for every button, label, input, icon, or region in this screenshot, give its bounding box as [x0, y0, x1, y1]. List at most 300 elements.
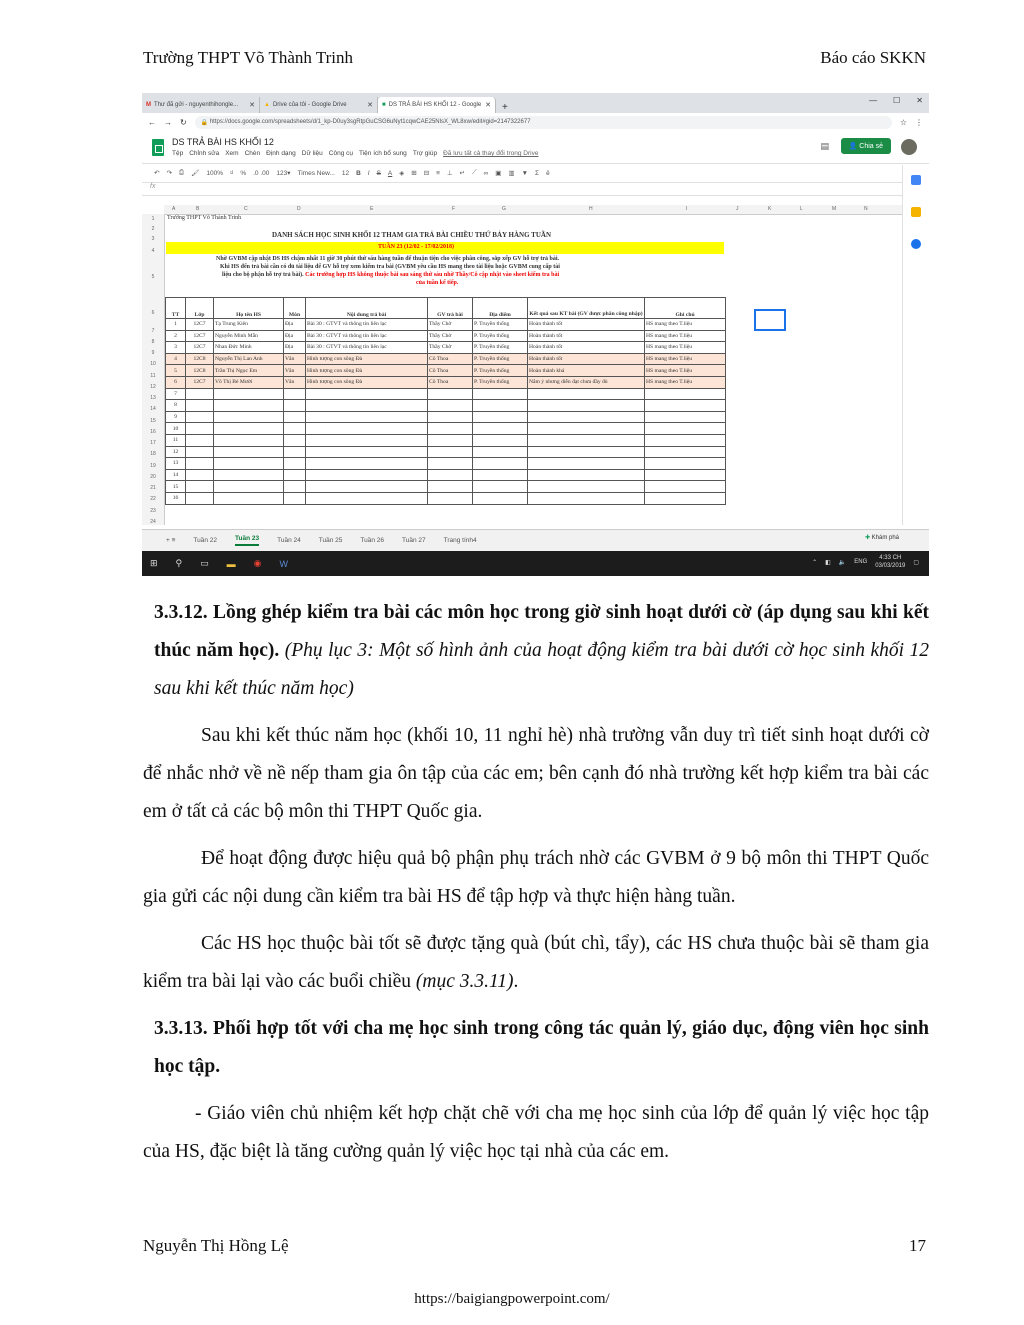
menu-format[interactable]: Định dạng: [266, 150, 296, 157]
table-cell[interactable]: [528, 458, 645, 470]
sheets-icon: ■: [382, 102, 386, 108]
row-header[interactable]: 2: [151, 226, 155, 232]
search-icon[interactable]: ⚲: [175, 558, 183, 568]
table-cell[interactable]: [645, 434, 726, 446]
col-header[interactable]: B: [196, 206, 200, 212]
row-header[interactable]: 10: [150, 361, 156, 367]
table-cell[interactable]: Hoàn thành khá: [528, 365, 645, 377]
table-cell[interactable]: 3: [166, 342, 186, 354]
table-cell[interactable]: [473, 492, 528, 504]
section-ref: (mục 3.3.11): [415, 971, 514, 992]
table-cell[interactable]: [186, 481, 214, 493]
table-cell[interactable]: [473, 446, 528, 458]
merge-icon[interactable]: ⊟: [423, 170, 430, 177]
menu-icon[interactable]: ⋮: [915, 117, 923, 127]
sheet-tab-active[interactable]: Tuần 23: [235, 535, 259, 546]
table-cell[interactable]: [528, 400, 645, 412]
table-cell[interactable]: 8: [166, 400, 186, 412]
table-cell[interactable]: 16: [166, 492, 186, 504]
table-cell[interactable]: Bài 30 : GTVT và thông tin liên lạc: [306, 342, 428, 354]
borders-icon[interactable]: ⊞: [411, 170, 417, 177]
table-cell[interactable]: [214, 469, 284, 481]
menu-addons[interactable]: Tiện ích bổ sung: [358, 150, 407, 157]
table-cell[interactable]: Cô Thoa: [428, 353, 473, 365]
valign-icon[interactable]: ⊥: [446, 170, 453, 177]
row-header[interactable]: 5: [151, 274, 155, 280]
table-cell[interactable]: P. Truyền thống: [473, 365, 528, 377]
menu-help[interactable]: Trợ giúp: [412, 150, 438, 157]
table-cell[interactable]: Nguyễn Thị Lan Anh: [214, 353, 284, 365]
side-panel: [902, 165, 929, 525]
table-cell[interactable]: [214, 388, 284, 400]
new-tab-icon[interactable]: +: [502, 102, 508, 113]
table-cell[interactable]: 9: [166, 411, 186, 423]
avatar[interactable]: [901, 139, 917, 155]
table-cell[interactable]: 4: [166, 353, 186, 365]
sheets-logo-icon[interactable]: [152, 139, 164, 156]
decimal-icon[interactable]: .0 .00: [253, 169, 270, 177]
comment-icon[interactable]: ▤: [820, 141, 829, 151]
table-cell[interactable]: [284, 492, 306, 504]
table-cell[interactable]: [428, 400, 473, 412]
keep-icon[interactable]: [911, 207, 921, 217]
sheet-tab[interactable]: Tuần 25: [318, 537, 343, 544]
windows-start-icon[interactable]: ⊞: [150, 558, 158, 568]
wrap-icon[interactable]: ↵: [459, 170, 466, 177]
task-view-icon[interactable]: ▭: [200, 558, 209, 568]
row-header[interactable]: 13: [150, 395, 156, 401]
table-cell[interactable]: [645, 481, 726, 493]
table-cell[interactable]: [528, 492, 645, 504]
paragraph-4: - Giáo viên chủ nhiệm kết hợp chặt chẽ với cha mẹ học sinh của lớp để quản lý việc học tập của HS, đặc biệt là tăng cường quản lý việc học tại nhà của các em.: [143, 1103, 929, 1162]
table-cell[interactable]: [214, 458, 284, 470]
table-cell[interactable]: HS mang theo T.liệu: [645, 319, 726, 331]
table-cell[interactable]: [186, 446, 214, 458]
sheet-tab[interactable]: Tuần 24: [277, 537, 301, 544]
table-cell[interactable]: [284, 388, 306, 400]
drive-icon: ▲: [264, 102, 270, 108]
minimize-icon[interactable]: —: [869, 96, 878, 105]
close-icon[interactable]: ✕: [367, 102, 373, 109]
table-cell[interactable]: [214, 481, 284, 493]
th-subject: Môn: [284, 298, 306, 319]
table-cell[interactable]: [473, 388, 528, 400]
table-cell[interactable]: HS mang theo T.liệu: [645, 353, 726, 365]
table-cell[interactable]: Võ Thị Bé Mười: [214, 376, 284, 388]
reload-icon[interactable]: ↻: [180, 117, 187, 127]
section-title: 3.3.12. Lồng ghép kiểm tra bài các môn học trong giờ sinh hoạt dưới cờ (áp dụng sau khi kết thúc năm học).: [154, 602, 929, 661]
row-header[interactable]: 1: [151, 216, 155, 222]
sheet-tab[interactable]: Tuần 22: [193, 537, 218, 544]
font-select[interactable]: Times New...: [297, 169, 335, 177]
table-cell[interactable]: 13: [166, 458, 186, 470]
table-cell[interactable]: Địa: [284, 330, 306, 342]
table-cell[interactable]: [528, 434, 645, 446]
table-cell[interactable]: [284, 446, 306, 458]
table-cell[interactable]: [284, 411, 306, 423]
table-row: [166, 365, 726, 377]
col-header[interactable]: I: [686, 206, 688, 212]
print-icon[interactable]: ⎙: [178, 169, 185, 176]
table-cell[interactable]: Hoàn thành tốt: [528, 353, 645, 365]
page-number: 17: [909, 1236, 926, 1255]
font-size-select[interactable]: 12: [341, 169, 350, 177]
table-cell[interactable]: [306, 434, 428, 446]
col-header[interactable]: G: [502, 206, 506, 212]
table-cell[interactable]: [214, 446, 284, 458]
table-cell[interactable]: [528, 411, 645, 423]
share-button[interactable]: 👤 Chia sẻ: [841, 138, 891, 154]
table-row: [166, 423, 726, 435]
table-cell[interactable]: Văn: [284, 376, 306, 388]
table-cell[interactable]: HS mang theo T.liệu: [645, 330, 726, 342]
star-icon[interactable]: ☆: [899, 117, 907, 127]
table-cell[interactable]: [428, 481, 473, 493]
table-cell[interactable]: [473, 400, 528, 412]
table-cell[interactable]: Nhan Đức Minh: [214, 342, 284, 354]
paragraph-1: Sau khi kết thúc năm học (khối 10, 11 nghỉ hè) nhà trường vẫn duy trì tiết sinh hoạt dưới cờ để nhắc nhở về nề nếp tham gia ôn tập của các em; bên cạnh đó nhà trường kết hợp kiểm tra bài các em ở tất cả các bộ môn thi THPT Quốc gia.: [143, 725, 929, 822]
windows-taskbar: [142, 551, 929, 576]
fill-color-icon[interactable]: ◈: [399, 170, 405, 177]
table-cell[interactable]: [428, 458, 473, 470]
browser-tab-drive[interactable]: ▲ Drive của tôi - Google Drive ✕: [260, 97, 378, 113]
table-cell[interactable]: [186, 388, 214, 400]
table-cell[interactable]: [186, 469, 214, 481]
row-header[interactable]: 9: [151, 350, 155, 356]
browser-tab-sheets[interactable]: ■ DS TRẢ BÀI HS KHỐI 12 - Google ✕: [378, 97, 496, 113]
table-cell[interactable]: 6: [166, 376, 186, 388]
table-cell[interactable]: 12C8: [186, 353, 214, 365]
row-header[interactable]: 20: [150, 474, 156, 480]
explore-button[interactable]: ✚ Khám phá: [864, 535, 899, 541]
table-cell[interactable]: 11: [166, 434, 186, 446]
chrome-icon[interactable]: ◉: [253, 558, 262, 568]
doc-title[interactable]: DS TRẢ BÀI HS KHỐI 12: [172, 137, 274, 147]
row-header[interactable]: 19: [150, 463, 156, 469]
student-table: [165, 297, 726, 505]
sheet-tab[interactable]: Trang tính4: [443, 537, 477, 544]
row-header[interactable]: 11: [150, 373, 156, 379]
col-header[interactable]: L: [800, 206, 803, 212]
table-cell[interactable]: [645, 458, 726, 470]
col-header[interactable]: H: [589, 206, 593, 212]
cell-note-1[interactable]: Nhờ GVBM cập nhật DS HS chậm nhất 11 giờ 30 phút thứ sáu hàng tuần để thuận tiện cho việc phân công, sắp xếp GV hỗ trợ trả bài.: [216, 256, 560, 262]
table-cell[interactable]: [428, 388, 473, 400]
table-cell[interactable]: HS mang theo T.liệu: [645, 376, 726, 388]
table-cell[interactable]: Văn: [284, 353, 306, 365]
word-icon[interactable]: W: [279, 558, 289, 569]
percent-icon[interactable]: %: [240, 169, 247, 177]
table-cell[interactable]: [186, 434, 214, 446]
network-icon[interactable]: ◧: [825, 559, 831, 566]
row-header[interactable]: 6: [151, 310, 155, 316]
table-cell[interactable]: [428, 434, 473, 446]
table-cell[interactable]: 5: [166, 365, 186, 377]
table-cell[interactable]: [645, 388, 726, 400]
row-header[interactable]: 15: [150, 418, 156, 424]
table-cell[interactable]: [473, 423, 528, 435]
table-cell[interactable]: 1: [166, 319, 186, 331]
menu-data[interactable]: Dữ liệu: [301, 150, 323, 157]
table-cell[interactable]: 12C7: [186, 376, 214, 388]
table-cell[interactable]: [645, 446, 726, 458]
table-cell[interactable]: 12C7: [186, 319, 214, 331]
table-cell[interactable]: Hoàn thành tốt: [528, 342, 645, 354]
table-row: [166, 376, 726, 388]
row-header[interactable]: 24: [150, 519, 156, 525]
table-cell[interactable]: 12C8: [186, 365, 214, 377]
table-cell[interactable]: [428, 492, 473, 504]
table-cell[interactable]: Tạ Trung Kiên: [214, 319, 284, 331]
table-cell[interactable]: [428, 411, 473, 423]
chart-icon[interactable]: ▥: [508, 170, 515, 177]
row-header[interactable]: 7: [151, 328, 155, 334]
table-cell[interactable]: P. Truyền thống: [473, 330, 528, 342]
calendar-icon[interactable]: [911, 175, 921, 185]
row-header[interactable]: 12: [150, 384, 156, 390]
col-header[interactable]: E: [370, 206, 374, 212]
col-header[interactable]: D: [297, 206, 301, 212]
table-cell[interactable]: Bài 30 : GTVT và thông tin liên lạc: [306, 319, 428, 331]
table-cell[interactable]: [473, 434, 528, 446]
language-indicator[interactable]: ENG: [854, 559, 868, 565]
table-cell[interactable]: 15: [166, 481, 186, 493]
strike-icon[interactable]: S: [376, 169, 381, 177]
col-header[interactable]: C: [244, 206, 248, 212]
row-header[interactable]: 16: [150, 429, 156, 435]
col-header[interactable]: M: [832, 206, 837, 212]
table-cell[interactable]: [284, 400, 306, 412]
table-cell[interactable]: [186, 492, 214, 504]
table-cell[interactable]: [186, 423, 214, 435]
volume-icon[interactable]: 🔈: [838, 559, 847, 566]
comment-add-icon[interactable]: ▣: [495, 170, 502, 177]
chevron-up-icon[interactable]: ⌃: [812, 559, 818, 566]
table-cell[interactable]: [214, 400, 284, 412]
table-cell[interactable]: [428, 469, 473, 481]
add-sheet-icon[interactable]: + ≡: [166, 537, 176, 544]
table-cell[interactable]: [645, 492, 726, 504]
table-cell[interactable]: [214, 492, 284, 504]
url-field[interactable]: 🔒 https://docs.google.com/spreadsheets/d/1_kp-D0uy3sgRtpGuCSG6uNyt1cqwCAE25NlsX_WL8xw/edit#gid=2147322677: [195, 116, 892, 129]
table-cell[interactable]: [528, 446, 645, 458]
filter-icon[interactable]: ▼: [521, 169, 529, 177]
table-cell[interactable]: [284, 469, 306, 481]
notification-icon[interactable]: ▢: [913, 559, 919, 566]
zoom-select[interactable]: 100%: [206, 169, 223, 177]
table-cell[interactable]: [473, 469, 528, 481]
table-cell[interactable]: [528, 469, 645, 481]
number-format-icon[interactable]: 123▾: [276, 170, 291, 177]
currency-icon[interactable]: ₫: [230, 169, 234, 177]
column-headers: [164, 205, 902, 215]
table-cell[interactable]: [473, 458, 528, 470]
formula-bar[interactable]: [142, 183, 929, 196]
row-header[interactable]: 23: [150, 508, 156, 514]
col-header[interactable]: N: [864, 206, 868, 212]
paint-format-icon[interactable]: 🖌: [191, 170, 200, 177]
italic-icon[interactable]: I: [367, 169, 370, 177]
table-cell[interactable]: [186, 400, 214, 412]
table-cell[interactable]: Cô Thoa: [428, 365, 473, 377]
selected-cell[interactable]: [754, 309, 786, 331]
saved-status[interactable]: Đã lưu tất cả thay đổi trong Drive: [443, 150, 539, 157]
table-cell[interactable]: [306, 423, 428, 435]
browser-tab-gmail[interactable]: M Thư đã gửi - nguyenthihongle... ✕: [142, 97, 260, 113]
cell-note-4[interactable]: của tuần kế tiếp.: [416, 280, 459, 286]
table-cell[interactable]: HS mang theo T.liệu: [645, 365, 726, 377]
table-cell[interactable]: P. Truyền thống: [473, 376, 528, 388]
table-cell[interactable]: [528, 481, 645, 493]
spreadsheet-screenshot: [142, 93, 929, 576]
table-cell[interactable]: [284, 434, 306, 446]
menu-file[interactable]: Tệp: [172, 150, 184, 157]
cell-note-3[interactable]: liệu cho bộ phận hỗ trợ trả bài). Các trường hợp HS không thuộc bài sau sáng thứ sáu nhờ Thầy/Cô cập nhật vào sheet kiểm tra bài: [222, 272, 560, 278]
table-cell[interactable]: [284, 423, 306, 435]
table-cell[interactable]: Nắm ý nhưng diễn đạt chưa đầy đủ: [528, 376, 645, 388]
row-header[interactable]: 18: [150, 451, 156, 457]
row-header[interactable]: 4: [151, 248, 155, 254]
tasks-icon[interactable]: [911, 239, 921, 249]
functions-icon[interactable]: Σ: [535, 169, 540, 177]
forward-icon[interactable]: →: [164, 117, 172, 127]
table-cell[interactable]: P. Truyền thống: [473, 342, 528, 354]
table-row: [166, 319, 726, 331]
sheet-tab[interactable]: Tuần 27: [402, 537, 426, 544]
table-cell[interactable]: [284, 481, 306, 493]
table-cell[interactable]: Thầy Chờ: [428, 342, 473, 354]
col-header[interactable]: J: [736, 206, 739, 212]
table-cell[interactable]: Thầy Chờ: [428, 319, 473, 331]
cell-sheet-title[interactable]: DANH SÁCH HỌC SINH KHỐI 12 THAM GIA TRẢ BÀI CHIỀU THỨ BẢY HÀNG TUẦN: [272, 231, 552, 239]
close-icon[interactable]: ✕: [249, 102, 255, 109]
table-cell[interactable]: P. Truyền thống: [473, 353, 528, 365]
table-cell[interactable]: [428, 446, 473, 458]
table-cell[interactable]: 14: [166, 469, 186, 481]
file-explorer-icon[interactable]: ▬: [226, 558, 236, 569]
sheet-tabs: [142, 529, 929, 551]
table-cell[interactable]: Hình tượng con sông Đà: [306, 353, 428, 365]
table-cell[interactable]: 2: [166, 330, 186, 342]
col-header[interactable]: F: [452, 206, 456, 212]
row-header[interactable]: 22: [150, 496, 156, 502]
redo-icon[interactable]: ↷: [166, 170, 172, 177]
th-class: Lớp: [186, 298, 214, 319]
table-cell[interactable]: P. Truyền thống: [473, 319, 528, 331]
text-color-icon[interactable]: A: [387, 169, 393, 177]
table-cell[interactable]: [306, 469, 428, 481]
table-cell[interactable]: Hoàn thành tốt: [528, 330, 645, 342]
table-cell[interactable]: [306, 446, 428, 458]
table-cell[interactable]: Địa: [284, 319, 306, 331]
th-place: Địa điểm: [473, 298, 528, 319]
link-icon[interactable]: ∞: [483, 169, 489, 177]
table-cell[interactable]: 12: [166, 446, 186, 458]
table-cell[interactable]: [186, 458, 214, 470]
row-header[interactable]: 21: [150, 485, 156, 491]
table-cell[interactable]: [306, 481, 428, 493]
table-cell[interactable]: [214, 434, 284, 446]
menu-edit[interactable]: Chỉnh sửa: [189, 150, 220, 157]
close-icon[interactable]: ✕: [485, 102, 491, 109]
table-cell[interactable]: [306, 388, 428, 400]
col-header[interactable]: A: [172, 206, 176, 212]
table-cell[interactable]: [473, 481, 528, 493]
input-tools-icon[interactable]: ê: [546, 169, 550, 177]
table-cell[interactable]: [306, 411, 428, 423]
table-cell[interactable]: 12C7: [186, 330, 214, 342]
gmail-icon: M: [146, 102, 151, 108]
table-cell[interactable]: [214, 423, 284, 435]
table-cell[interactable]: Hoàn thành tốt: [528, 319, 645, 331]
table-cell[interactable]: [306, 400, 428, 412]
table-cell[interactable]: Văn: [284, 365, 306, 377]
row-header[interactable]: 14: [150, 406, 156, 412]
footer-url[interactable]: https://baigiangpowerpoint.com/: [414, 1291, 610, 1307]
table-cell[interactable]: [284, 458, 306, 470]
align-icon[interactable]: ≡: [436, 169, 440, 177]
table-cell[interactable]: [428, 423, 473, 435]
table-cell[interactable]: [306, 492, 428, 504]
clock[interactable]: 4:33 CH 03/03/2019: [875, 555, 906, 569]
table-cell[interactable]: Bài 30 : GTVT và thông tin liên lạc: [306, 330, 428, 342]
menu-view[interactable]: Xem: [225, 150, 239, 157]
undo-icon[interactable]: ↶: [154, 170, 160, 177]
table-cell[interactable]: [186, 411, 214, 423]
window-close-icon[interactable]: ✕: [916, 96, 923, 105]
table-cell[interactable]: 7: [166, 388, 186, 400]
table-cell[interactable]: [645, 469, 726, 481]
table-cell[interactable]: [528, 388, 645, 400]
menu-tools[interactable]: Công cụ: [328, 150, 353, 157]
table-cell[interactable]: 12C7: [186, 342, 214, 354]
cell-note-2[interactable]: Khi HS đến trả bài cần có đủ tài liệu để GV hỗ trợ xem kiểm tra bài (GVBM yêu cầu HS mang theo tài liệu hoặc GVBM cung cấp tài: [220, 264, 560, 270]
maximize-icon[interactable]: ☐: [893, 96, 901, 105]
cell-school-name[interactable]: Trường THPT Võ Thành Trinh: [167, 215, 242, 221]
explore-icon: ✚: [864, 535, 872, 541]
table-cell[interactable]: [306, 458, 428, 470]
back-icon[interactable]: ←: [148, 117, 156, 127]
table-cell[interactable]: Hình tượng con sông Đà: [306, 365, 428, 377]
cell-week[interactable]: TUẦN 23 (12/02 - 17/02/2018): [378, 244, 454, 250]
table-cell[interactable]: [645, 423, 726, 435]
row-header[interactable]: 3: [151, 236, 155, 242]
table-cell[interactable]: [214, 411, 284, 423]
table-cell[interactable]: [645, 400, 726, 412]
rotate-icon[interactable]: ⟋: [472, 169, 477, 176]
row-header[interactable]: 17: [150, 440, 156, 446]
table-cell[interactable]: Cô Thoa: [428, 376, 473, 388]
section-note: (Phụ lục 3: Một số hình ảnh của hoạt động kiểm tra bài dưới cờ học sinh khối 12 sau khi kết thúc năm học): [154, 640, 930, 699]
menu-insert[interactable]: Chèn: [244, 150, 261, 157]
table-cell[interactable]: 10: [166, 423, 186, 435]
bold-icon[interactable]: B: [356, 169, 361, 177]
table-cell[interactable]: HS mang theo T.liệu: [645, 342, 726, 354]
sheet-tab[interactable]: Tuần 26: [360, 537, 384, 544]
table-cell[interactable]: Địa: [284, 342, 306, 354]
table-cell[interactable]: [645, 411, 726, 423]
th-note: Ghi chú: [645, 298, 726, 319]
table-cell[interactable]: Nguyễn Minh Mẫn: [214, 330, 284, 342]
table-cell[interactable]: Hình tượng con sông Đà: [306, 376, 428, 388]
table-cell[interactable]: [473, 411, 528, 423]
table-cell[interactable]: [528, 423, 645, 435]
table-cell[interactable]: Trần Thị Ngọc Em: [214, 365, 284, 377]
col-header[interactable]: K: [768, 206, 772, 212]
table-cell[interactable]: Thầy Chờ: [428, 330, 473, 342]
row-header[interactable]: 8: [151, 339, 155, 345]
format-toolbar: [142, 163, 929, 183]
